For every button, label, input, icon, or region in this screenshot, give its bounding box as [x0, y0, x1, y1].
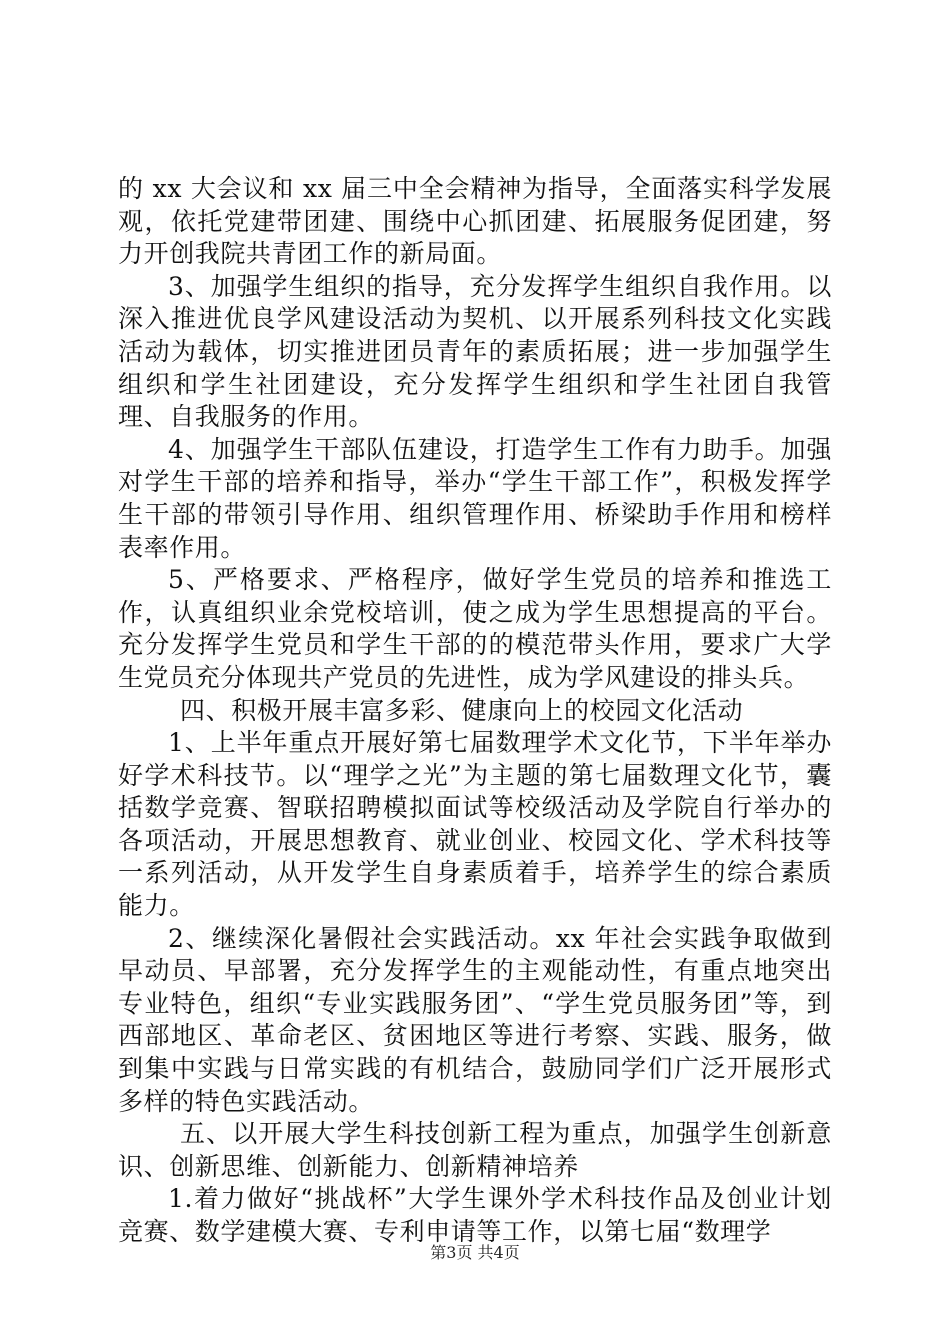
paragraph-item-5: 5、严格要求、严格程序，做好学生党员的培养和推选工作，认真组织业余党校培训，使之成为学生思想提高的平台。充分发挥学生党员和学生干部的的模范带头作用，要求广大学生党员充分体现共产党员的先进性，成为学风建设的排头兵。	[118, 565, 832, 692]
paragraph-item-4: 4、加强学生干部队伍建设，打造学生工作有力助手。加强对学生干部的培养和指导，举办“学生干部工作”，积极发挥学生干部的带领引导作用、组织管理作用、桥梁助手作用和榜样表率作用。	[118, 434, 832, 562]
section-heading-5: 五、以开展大学生科技创新工程为重点，加强学生创新意识、创新思维、创新能力、创新精神培养	[118, 1119, 832, 1181]
paragraph-culture-1: 1、上半年重点开展好第七届数理学术文化节，下半年举办好学术科技节。以“理学之光”为主题的第七届数理文化节，囊括数学竞赛、智联招聘模拟面试等校级活动及学院自行举办的各项活动，开展思想教育、就业创业、校园文化、学术科技等一系列活动，从开发学生自身素质着手，培养学生的综合素质能力。	[118, 728, 832, 921]
document-body	[118, 173, 832, 1249]
paragraph-innovation-1: 1.着力做好“挑战杯”大学生课外学术科技作品及创业计划竞赛、数学建模大赛、专利申请等工作，以第七届“数理学	[118, 1184, 832, 1246]
page-footer: 第3页 共4页	[430, 1243, 520, 1262]
paragraph-continuation: 的 xx 大会议和 xx 届三中全会精神为指导，全面落实科学发展观，依托党建带团建、围绕中心抓团建、拓展服务促团建，努力开创我院共青团工作的新局面。	[118, 174, 832, 269]
section-heading-4: 四、积极开展丰富多彩、健康向上的校园文化活动	[180, 695, 744, 725]
paragraph-item-3: 3、加强学生组织的指导，充分发挥学生组织自我作用。以深入推进优良学风建设活动为契机、以开展系列科技文化实践活动为载体，切实推进团员青年的素质拓展；进一步加强学生组织和学生社团建设，充分发挥学生组织和学生社团自我管理、自我服务的作用。	[118, 271, 832, 432]
paragraph-culture-2: 2、继续深化暑假社会实践活动。xx 年社会实践争取做到早动员、早部署，充分发挥学生的主观能动性，有重点地突出专业特色，组织“专业实践服务团”、“学生党员服务团”等，到西部地区、革命老区、贫困地区等进行考察、实践、服务，做到集中实践与日常实践的有机结合，鼓励同学们广泛开展形式多样的特色实践活动。	[118, 923, 832, 1116]
